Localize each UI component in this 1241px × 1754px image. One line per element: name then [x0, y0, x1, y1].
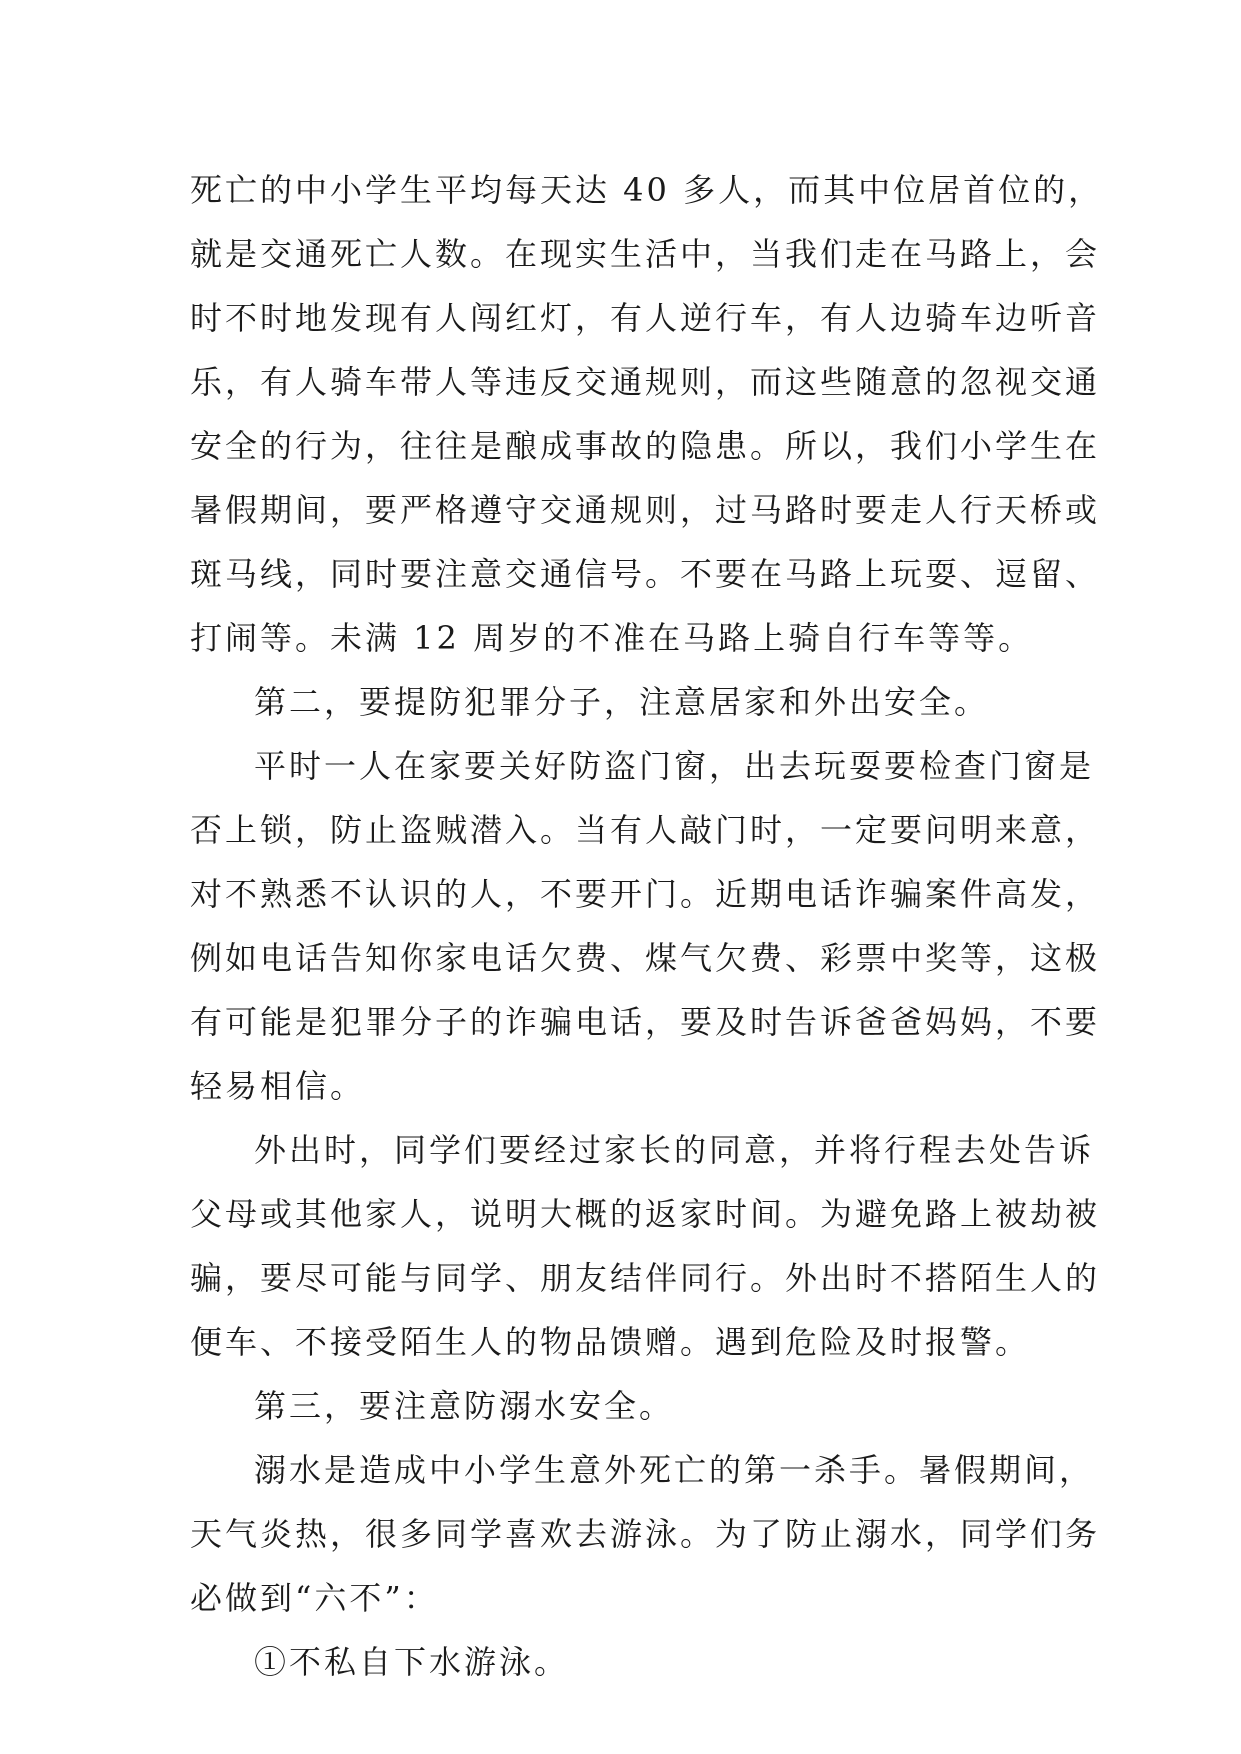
text-line: 暑假期间，要严格遵守交通规则，过马路时要走人行天桥或: [190, 491, 1101, 529]
text-line: 便车、不接受陌生人的物品馈赠。遇到危险及时报警。: [190, 1323, 1031, 1361]
text-line: 乐，有人骑车带人等违反交通规则，而这些随意的忽视交通: [190, 363, 1101, 401]
paragraph-start: 平时一人在家要关好防盗门窗，出去玩耍要检查门窗是: [254, 747, 1095, 785]
text-line: 对不熟悉不认识的人，不要开门。近期电话诈骗案件高发，: [190, 875, 1101, 913]
paragraph-start: 外出时，同学们要经过家长的同意，并将行程去处告诉: [254, 1131, 1095, 1169]
text-line: 死亡的中小学生平均每天达 40 多人，而其中位居首位的，: [190, 171, 1104, 209]
text-line: 有可能是犯罪分子的诈骗电话，要及时告诉爸爸妈妈，不要: [190, 1003, 1101, 1041]
section-heading-second: 第二，要提防犯罪分子，注意居家和外出安全。: [254, 683, 990, 721]
document-body: [190, 158, 1104, 1694]
text-line: 时不时地发现有人闯红灯，有人逆行车，有人边骑车边听音: [190, 299, 1101, 337]
text-line: 就是交通死亡人数。在现实生活中，当我们走在马路上，会: [190, 235, 1101, 273]
text-line: 安全的行为，往往是酿成事故的隐患。所以，我们小学生在: [190, 427, 1101, 465]
text-line: 必做到“六不”：: [190, 1579, 439, 1617]
text-line: 父母或其他家人，说明大概的返家时间。为避免路上被劫被: [190, 1195, 1101, 1233]
text-line: 斑马线，同时要注意交通信号。不要在马路上玩耍、逗留、: [190, 555, 1101, 593]
paragraph-start: 溺水是造成中小学生意外死亡的第一杀手。暑假期间，: [254, 1451, 1095, 1489]
list-item: ①不私自下水游泳。: [254, 1643, 570, 1681]
text-line: 打闹等。未满 12 周岁的不准在马路上骑自行车等等。: [190, 619, 1034, 657]
text-line: 例如电话告知你家电话欠费、煤气欠费、彩票中奖等，这极: [190, 939, 1101, 977]
text-line: 否上锁，防止盗贼潜入。当有人敲门时，一定要问明来意，: [190, 811, 1101, 849]
text-line: 轻易相信。: [190, 1067, 366, 1105]
section-heading-third: 第三，要注意防溺水安全。: [254, 1387, 675, 1425]
text-line: 骗，要尽可能与同学、朋友结伴同行。外出时不搭陌生人的: [190, 1259, 1101, 1297]
text-line: 天气炎热，很多同学喜欢去游泳。为了防止溺水，同学们务: [190, 1515, 1101, 1553]
